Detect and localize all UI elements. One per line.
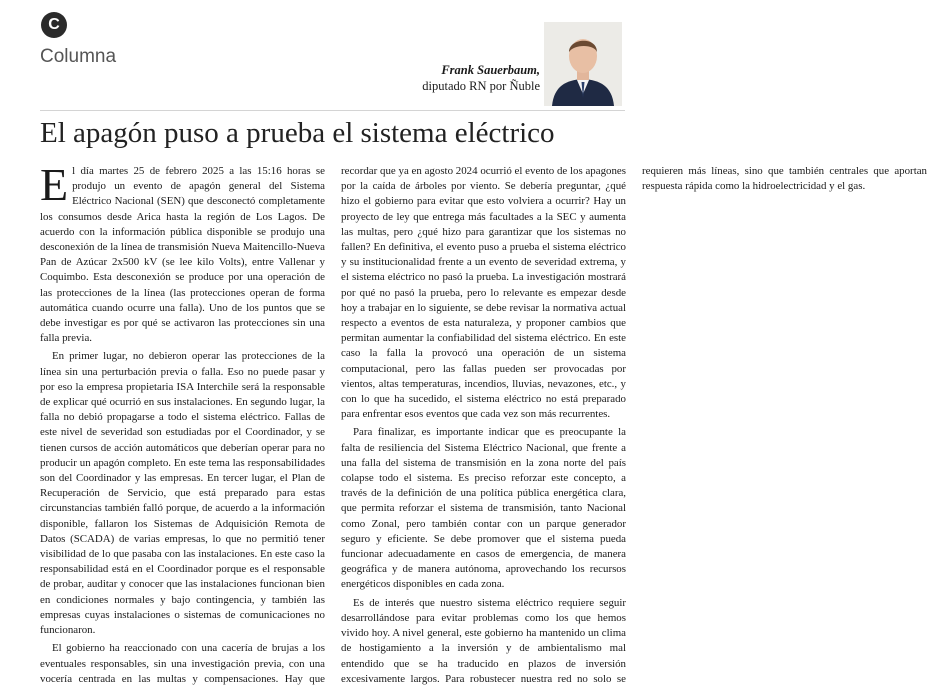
author-byline [422,62,540,94]
paragraph-4: Para finalizar, es importante indicar que es preocupante la falta de resiliencia del Sistema Eléctrico Nacional, que frente a una falla del sistema de transmisión en la zona norte del país colapse todo el sistema. Es preciso reforzar este concepto, a través de la definición de una política pública energética clara, que permita reforzar el sistema de transmisión, tanto Nacional como Zonal, pero también contar con un parque generador seguro y eficiente. Se debe promover que el sistema pueda funcionar adecuadamente en casos de emergencia, de manera geográfica y de manera autónoma, aprovechando los recursos energéticos disponibles en cada zona. [341,426,626,591]
paragraph-2: En primer lugar, no debieron operar las protecciones de la línea sin una perturbación previa o falla. Eso no puede pasar y por eso la empresa propietaria ISA Interchile será la responsable de explicar qué ocurrió en sus instalaciones. En segundo lugar, la falla no debió propagarse a todo el sistema eléctrico. Fallas de este nivel de severidad son estudiadas por el Coordinador, y se tienen cursos de acción automáticos que deberían operar para no producir un apagón completo. En este tema las responsabilidades son del Coordinador y las empresas. En tercer lugar, el Plan de Recuperación de Servicio, que está preparado para estas circunstancias también falló porque, de acuerdo a la información disponible, fallaron los Sistemas de Adquisición Remota de Datos (SCADA) de varias empresas, lo que no permitió tener visibilidad de lo que pasaba con las instalaciones. En este caso la responsabilidad está en el Coordinador porque es el responsable de probar, auditar y conocer que las instalaciones funcionan bien en condiciones normales y bajo contingencia, y también las empresas cuyas instalaciones o sistemas de comunicaciones no funcionaron. [40,350,325,637]
author-photo [544,22,622,106]
author-name: Frank Sauerbaum, [441,63,540,77]
author-portrait-icon [544,22,622,106]
column-badge-icon: C [41,12,67,38]
article-title: El apagón puso a prueba el sistema eléctrico [40,117,555,149]
author-role: diputado RN por Ñuble [422,79,540,93]
paragraph-3: El gobierno ha reaccionado con una cacería de brujas a los eventuales responsables, sin una investigación previa, con una vocería centrada en las multas y compensaciones. Hay que recordar que ya en agosto 2024 ocurrió el evento de los apagones por la caída de árboles por viento. Se debería preguntar, ¿qué hizo el gobierno para evitar que esto volviera a ocurrir? Hay un proyecto de ley que entrega más facultades a la SEC y aumenta las multas, pero ¿qué hizo para garantizar que los sistemas no fallen? En definitiva, el evento puso a prueba el sistema eléctrico y su institucionalidad frente a un evento de severidad extrema, y el sistema eléctrico no pasó la prueba. La investigación mostrará por qué no pasó la prueba, pero lo relevante es empezar desde hoy a trabajar en lo siguiente, se debe revisar la normativa actual respecto a eventos de esta naturaleza, y proponer cambios que permitan aumentar la confiabilidad del sistema eléctrico. En este caso la falla la provocó una operación de un sistema computacional, pero las fallas pueden ser provocadas por vientos, altas temperaturas, incendios, lluvias, nevazones, etc., y con lo que ha sucedido, el sistema eléctrico no está preparado para enfrentar esos eventos que cada vez son más recurrentes. [40,165,626,685]
article-header [0,0,646,110]
paragraph-1-text: l día martes 25 de febrero 2025 a las 15:16 horas se produjo un evento de apagón general del Sistema Eléctrico Nacional (SEN) que desconectó completamente los consumos desde Arica hasta la región de Los Lagos. De acuerdo con la información pública disponible se produjo una desconexión de la línea de transmisión Nueva Maitencillo-Nueva Pan de Azúcar 2x500 kV (se lee kilo Volts), entre Vallenar y Coquimbo. Esta desconexión se produce por una operación de las protecciones de la línea (las protecciones operan de forma automática cuando ocurre una falla). Uno de los puntos que se debe investigar es por qué se activaron las protecciones sin una falla previa. [40,165,325,345]
header-divider [40,110,625,111]
paragraph-1 [40,159,325,346]
paragraph-5: Es de interés que nuestro sistema eléctrico requiere seguir desarrollándose para evitar problemas como los que hemos vivido hoy. A nivel general, este gobierno ha mantenido un clima de hostigamiento a la inversión y de ambientalismo mal entendido que se ha traducido en plazos de inversión excesivamente largos. Para robustecer nuestra red no solo se requieren más líneas, sino que también centrales que aportan respuesta rápida como la hidroelectricidad y el gas. [341,165,927,685]
section-label: Columna [40,46,117,67]
article-body [40,159,927,688]
drop-cap: E [40,159,69,210]
